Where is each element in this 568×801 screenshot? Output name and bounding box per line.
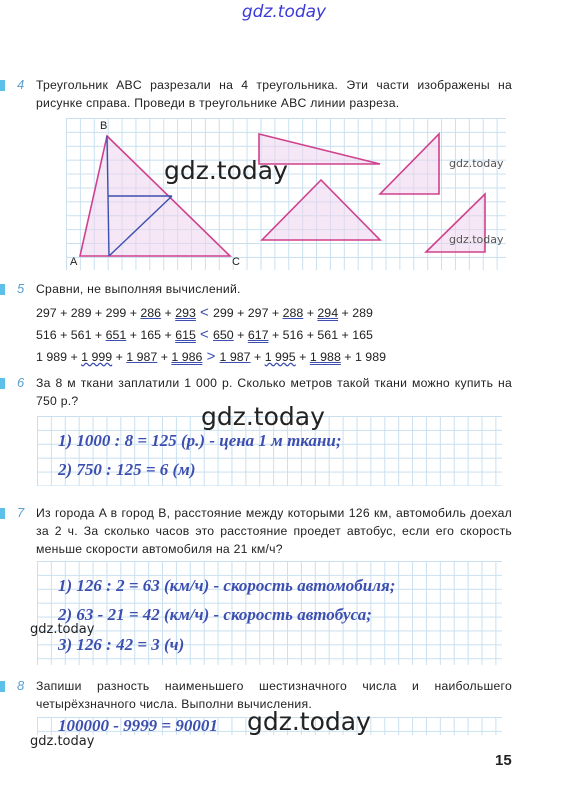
task-marker	[0, 378, 5, 389]
comparison-row-3	[36, 348, 386, 365]
expression-part: +	[157, 350, 172, 364]
watermark: gdz.today	[30, 734, 95, 749]
answer-7-line-3: 3) 126 : 42 = 3 (ч)	[58, 635, 185, 654]
task-4-number: 4	[17, 77, 25, 92]
vertex-label-b: B	[100, 120, 108, 132]
underlined-term: 1 988	[309, 350, 341, 364]
watermark-top: gdz.today	[241, 2, 327, 22]
expression-part: 516 + 561 +	[36, 328, 106, 342]
expression-part: + 165 +	[126, 328, 176, 342]
watermark: gdz.today	[449, 157, 504, 170]
task-4-text: Треугольник ABC разрезали на 4 треугольника. Эти части изображены на рисунке справа. Проведи в треугольнике ABC линии разреза.	[36, 78, 512, 110]
vertex-label-a: A	[70, 256, 78, 268]
watermark: gdz.today	[30, 622, 95, 637]
answer-7-line-2: 2) 63 - 21 = 42 (км/ч) - скорость автобуса;	[58, 605, 372, 624]
triangles-figure	[66, 118, 506, 270]
task-8-text: Запиши разность наименьшего шестизначного числа и наибольшего четырёхзначного числа. Выполни вычисления.	[36, 679, 512, 711]
expression-part: +	[112, 350, 127, 364]
answer-8-line: 100000 - 9999 = 90001	[58, 716, 218, 735]
underlined-term: 286	[140, 306, 162, 320]
expression-part: +	[303, 306, 318, 320]
answer-6-line-2: 2) 750 : 125 = 6 (м)	[58, 460, 196, 479]
task-5-number: 5	[17, 281, 25, 296]
expression-part: + 289	[338, 306, 373, 320]
task-marker	[0, 284, 5, 295]
underlined-term: 1 995	[264, 350, 296, 364]
watermark: gdz.today	[247, 707, 371, 736]
comparison-row-1	[36, 304, 373, 321]
expression-part: +	[250, 350, 265, 364]
task-7-number: 7	[17, 505, 25, 520]
piece-triangle-2	[380, 134, 439, 194]
underlined-term: 1 987	[219, 350, 251, 364]
expression-part: 1 989 +	[36, 350, 82, 364]
underlined-term: 651	[105, 328, 127, 342]
expression-part: 297 + 289 + 299 +	[36, 306, 141, 320]
underlined-term: 293	[175, 306, 196, 320]
expression-part: +	[233, 328, 248, 342]
comparison-sign: >	[202, 348, 220, 365]
task-6-number: 6	[17, 375, 25, 390]
task-4-grid	[66, 118, 506, 270]
comparison-sign: <	[195, 326, 213, 343]
expression-part: +	[295, 350, 310, 364]
vertex-label-c: C	[232, 256, 240, 268]
underlined-term: 288	[282, 306, 304, 320]
underlined-term: 617	[247, 328, 269, 342]
watermark: gdz.today	[449, 233, 504, 246]
task-8-number: 8	[17, 678, 25, 693]
expression-part: +	[161, 306, 176, 320]
task-marker	[0, 508, 5, 519]
expression-part: 299 + 297 +	[213, 306, 283, 320]
task-marker	[0, 681, 5, 692]
task-7-text: Из города A в город B, расстояние между которыми 126 км, автомобиль доехал за 2 ч. За сколько часов это расстояние проедет автобус, если его скорость меньше скорости автомобиля на 21 км/ч?	[36, 506, 512, 556]
underlined-term: 294	[317, 306, 339, 320]
page-number: 15	[495, 752, 512, 769]
underlined-term: 615	[175, 328, 196, 342]
expression-part: + 1 989	[340, 350, 386, 364]
piece-triangle-3	[262, 180, 380, 240]
answer-7-line-1: 1) 126 : 2 = 63 (км/ч) - скорость автомобиля;	[58, 576, 396, 595]
underlined-term: 1 999	[81, 350, 113, 364]
comparison-row-2	[36, 326, 373, 343]
task-marker	[0, 80, 5, 91]
task-5-text: Сравни, не выполняя вычислений.	[36, 282, 241, 296]
comparison-sign: <	[195, 304, 213, 321]
expression-part: + 516 + 561 + 165	[268, 328, 373, 342]
underlined-term: 1 986	[171, 350, 203, 364]
underlined-term: 650	[213, 328, 234, 342]
watermark: gdz.today	[201, 402, 325, 431]
watermark: gdz.today	[164, 156, 288, 185]
answer-6-line-1: 1) 1000 : 8 = 125 (р.) - цена 1 м ткани;	[58, 431, 342, 450]
underlined-term: 1 987	[126, 350, 158, 364]
task-6-text: За 8 м ткани заплатили 1 000 р. Сколько метров такой ткани можно купить на 750 р.?	[36, 376, 512, 408]
